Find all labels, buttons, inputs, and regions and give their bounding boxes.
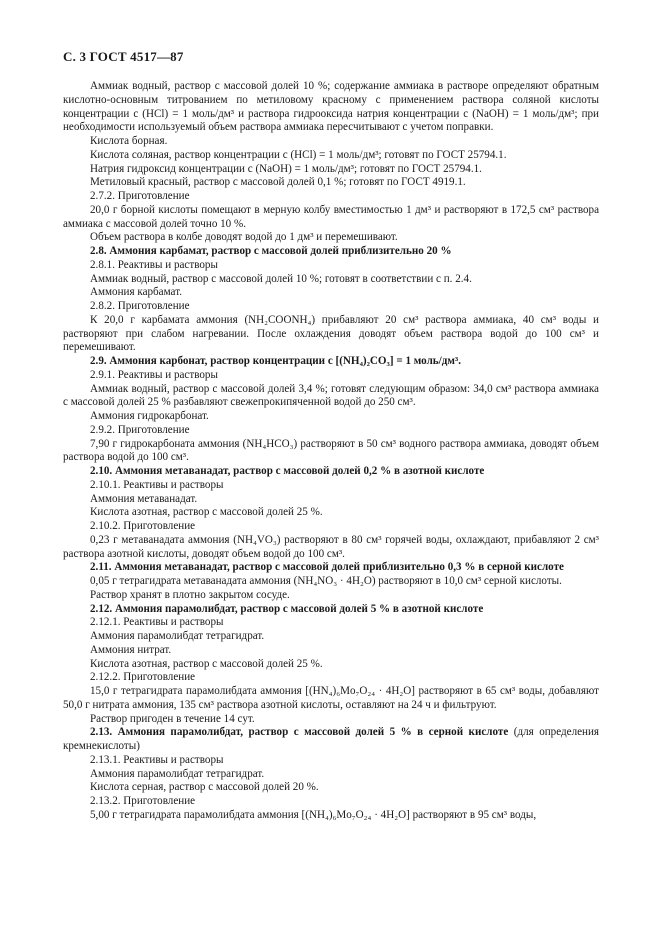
paragraph: 2.7.2. Приготовление <box>90 190 190 202</box>
paragraph: 2.12.1. Реактивы и растворы <box>90 616 224 629</box>
paragraph: Аммония метаванадат. <box>90 492 198 505</box>
paragraph: 0,23 г метаванадата аммония (NH₄VO₃) растворяют в 80 см³ горячей воды, охлаждают, прибавляют 2 см³ раствора азотной кислоты, доводят объем водой до 100 см³. <box>63 533 599 560</box>
paragraph: 7,90 г гидрокарбоната аммония (NH₄HCO₃) растворяют в 50 см³ водного раствора аммиака, доводят объем раствора водой до 100 см³. <box>63 437 599 464</box>
paragraph: Аммония парамолибдат тетрагидрат. <box>90 630 265 642</box>
paragraph: 2.13.2. Приготовление <box>90 795 196 807</box>
paragraph: 15,0 г тетрагидрата парамолибдата аммония [(HN₄)₆Mo₇O₂₄ · 4H₂O] растворяют в 65 см³ воды, добавляют 50,0 г нитрата аммония, 135 см³ раствора азотной кислоты, оставляют на 24 ч и фильтруют. <box>63 685 599 711</box>
paragraph: К 20,0 г карбамата аммония (NH₂COONH₄) прибавляют 20 см³ раствора аммиака, 40 см³ воды и растворяют при слабом нагревании. После охлаждения доводят объем раствора водой до 100 см³ и перемешивают. <box>63 313 599 354</box>
paragraph: Раствор пригоден в течение 14 сут. <box>90 712 255 725</box>
paragraph: 2.10.2. Приготовление <box>90 520 196 532</box>
page-header: С. 3 ГОСТ 4517—87 <box>63 49 184 64</box>
paragraph: Аммония парамолибдат тетрагидрат. <box>90 767 265 780</box>
paragraph: Аммония нитрат. <box>90 643 172 656</box>
paragraph: Кислота соляная, раствор концентрации c (HCl) = 1 моль/дм³; готовят по ГОСТ 25794.1. <box>90 148 507 161</box>
paragraph: 20,0 г борной кислоты помещают в мерную колбу вместимостью 1 дм³ и растворяют в 172,5 см³ раствора аммиака с массовой долей точно 10 %. <box>63 203 599 230</box>
paragraph: 2.10.1. Реактивы и растворы <box>90 478 224 491</box>
paragraph: Раствор хранят в плотно закрытом сосуде. <box>90 588 290 601</box>
section-heading: 2.8. Аммония карбамат, раствор с массовой долей приблизительно 20 % <box>90 245 452 257</box>
paragraph: Аммиак водный, раствор с массовой долей 10 %; содержание аммиака в растворе определяют обратным кислотно-основным титрованием по метиловому красному с применением раствора соляной кислоты концентрации c (HCl) = 1 моль/дм³ и раствора гидрооксида натрия концентрации c (NaOH) = 1 моль/дм³; при необходимости используемый объем раствора аммиака пересчитывают с учетом поправки. <box>63 80 599 134</box>
paragraph: Кислота борная. <box>90 135 168 147</box>
paragraph: 2.12.2. Приготовление <box>90 671 196 684</box>
section-heading-note: (для определения кремнекислоты) <box>63 726 600 752</box>
paragraph: Аммония гидрокарбонат. <box>90 410 209 422</box>
paragraph: Натрия гидроксид концентрации c (NaOH) = 1 моль/дм³; готовят по ГОСТ 25794.1. <box>90 162 482 175</box>
paragraph: Объем раствора в колбе доводят водой до 1 дм³ и перемешивают. <box>90 231 398 244</box>
paragraph: Аммиак водный, раствор с массовой долей 10 %; готовят в соответствии с п. 2.4. <box>90 272 472 285</box>
paragraph: 0,05 г тетрагидрата метаванадата аммония (NH₄NO₃ · 4H₂O) растворяют в 10,0 см³ серной кислоты. <box>90 575 562 587</box>
section-heading-bold: 2.13. Аммония парамолибдат, раствор с массовой долей 5 % в серной кислоте <box>90 726 509 739</box>
section-heading <box>63 726 599 754</box>
paragraph: Кислота серная, раствор с массовой долей 20 %. <box>90 781 319 794</box>
section-heading: 2.11. Аммония метаванадат, раствор с массовой долей приблизительно 0,3 % в серной кислоте <box>90 561 564 574</box>
paragraph: 5,00 г тетрагидрата парамолибдата аммония [(NH₄)₆Mo₇O₂₄ · 4H₂O] растворяют в 95 см³ воды, <box>90 808 537 821</box>
paragraph: Кислота азотная, раствор с массовой долей 25 %. <box>90 506 323 519</box>
paragraph: 2.13.1. Реактивы и растворы <box>90 753 224 766</box>
paragraph: 2.9.2. Приготовление <box>90 423 190 436</box>
paragraph: 2.9.1. Реактивы и растворы <box>90 368 218 381</box>
paragraph: 2.8.2. Приготовление <box>90 300 190 312</box>
paragraph: Аммония карбамат. <box>90 286 182 299</box>
section-heading: 2.10. Аммония метаванадат, раствор с массовой долей 0,2 % в азотной кислоте <box>90 465 485 477</box>
paragraph: Аммиак водный, раствор с массовой долей 3,4 %; готовят следующим образом: 34,0 см³ раствора аммиака с массовой долей 25 % разбавляют свежепрокипяченной водой до 250 см³. <box>63 382 599 409</box>
paragraph: Метиловый красный, раствор с массовой долей 0,1 %; готовят по ГОСТ 4919.1. <box>90 176 466 189</box>
section-heading: 2.12. Аммония парамолибдат, раствор с массовой долей 5 % в азотной кислоте <box>90 602 484 615</box>
document-body <box>63 80 599 823</box>
paragraph: 2.8.1. Реактивы и растворы <box>90 258 218 271</box>
paragraph: Кислота азотная, раствор с массовой долей 25 %. <box>90 657 323 670</box>
section-heading: 2.9. Аммония карбонат, раствор концентрации c [(NH₄)₂CO₃] = 1 моль/дм³. <box>90 355 462 367</box>
